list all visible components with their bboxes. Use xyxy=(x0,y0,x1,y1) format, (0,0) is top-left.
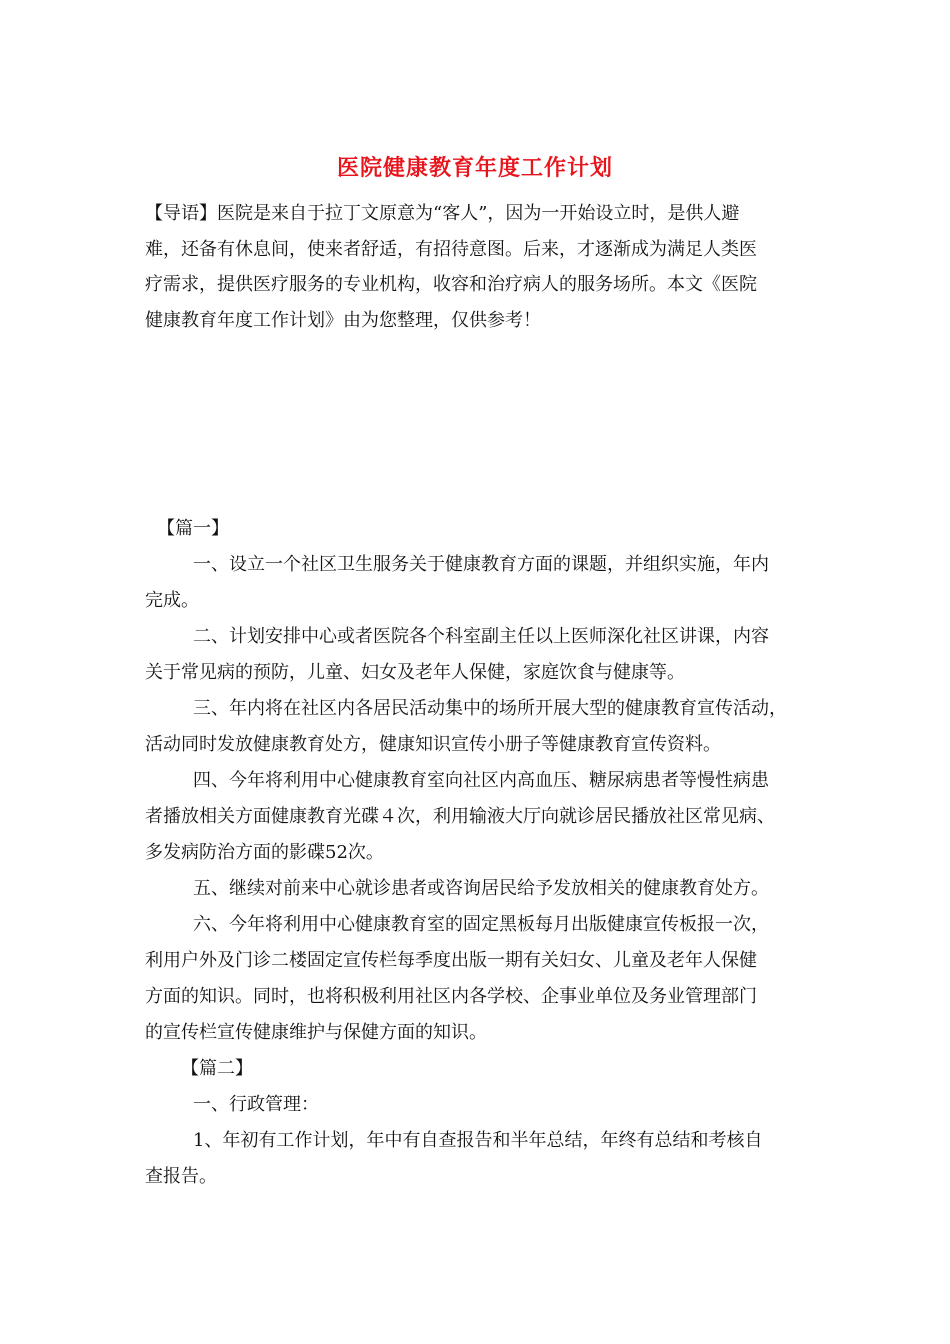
intro-paragraph xyxy=(145,196,805,338)
intro-line: 健康教育年度工作计划》由为您整理，仅供参考！ xyxy=(145,309,541,331)
section-1-line: 的宣传栏宣传健康维护与保健方面的知识。 xyxy=(145,1022,487,1043)
section-1-line: 五、继续对前来中心就诊患者或咨询居民给予发放相关的健康教育处方。 xyxy=(193,878,769,899)
intro-line: 【导语】医院是来自于拉丁文原意为“客人”，因为一开始设立时，是供人避 xyxy=(145,203,740,224)
section-1-line: 者播放相关方面健康教育光碟４次，利用输液大厅向就诊居民播放社区常见病、 xyxy=(145,806,775,827)
section-1-line: 四、今年将利用中心健康教育室向社区内高血压、糖尿病患者等慢性病患 xyxy=(193,770,769,791)
section-1-line: 关于常见病的预防，儿童、妇女及老年人保健，家庭饮食与健康等。 xyxy=(145,662,685,683)
section-1-line: 一、设立一个社区卫生服务关于健康教育方面的课题，并组织实施，年内 xyxy=(193,554,769,575)
section-1 xyxy=(145,511,825,1051)
intro-line: 疗需求，提供医疗服务的专业机构，收容和治疗病人的服务场所。本文《医院 xyxy=(145,274,757,295)
document-title: 医院健康教育年度工作计划 xyxy=(336,155,613,181)
section-1-heading: 【篇一】 xyxy=(157,518,229,539)
section-1-line: 三、年内将在社区内各居民活动集中的场所开展大型的健康教育宣传活动， xyxy=(193,698,787,719)
intro-line: 难，还备有休息间，使来者舒适，有招待意图。后来，才逐渐成为满足人类医 xyxy=(145,238,757,260)
section-2-line: 查报告。 xyxy=(145,1166,217,1187)
section-2-line: 一、行政管理： xyxy=(193,1094,319,1115)
section-1-line: 多发病防治方面的影碟52次。 xyxy=(145,842,384,863)
section-1-line: 六、今年将利用中心健康教育室的固定黑板每月出版健康宣传板报一次， xyxy=(193,914,769,935)
section-2-heading: 【篇二】 xyxy=(181,1058,253,1079)
section-2 xyxy=(145,1051,825,1195)
section-1-line: 活动同时发放健康教育处方，健康知识宣传小册子等健康教育宣传资料。 xyxy=(145,734,721,755)
section-1-line: 方面的知识。同时，也将积极利用社区内各学校、企事业单位及务业管理部门 xyxy=(145,986,757,1007)
section-2-line: 1、年初有工作计划，年中有自查报告和半年总结，年终有总结和考核自 xyxy=(193,1130,763,1151)
section-1-line: 完成。 xyxy=(145,590,199,611)
section-1-line: 二、计划安排中心或者医院各个科室副主任以上医师深化社区讲课，内容 xyxy=(193,626,769,647)
section-1-line: 利用户外及门诊二楼固定宣传栏每季度出版一期有关妇女、儿童及老年人保健 xyxy=(145,950,757,971)
